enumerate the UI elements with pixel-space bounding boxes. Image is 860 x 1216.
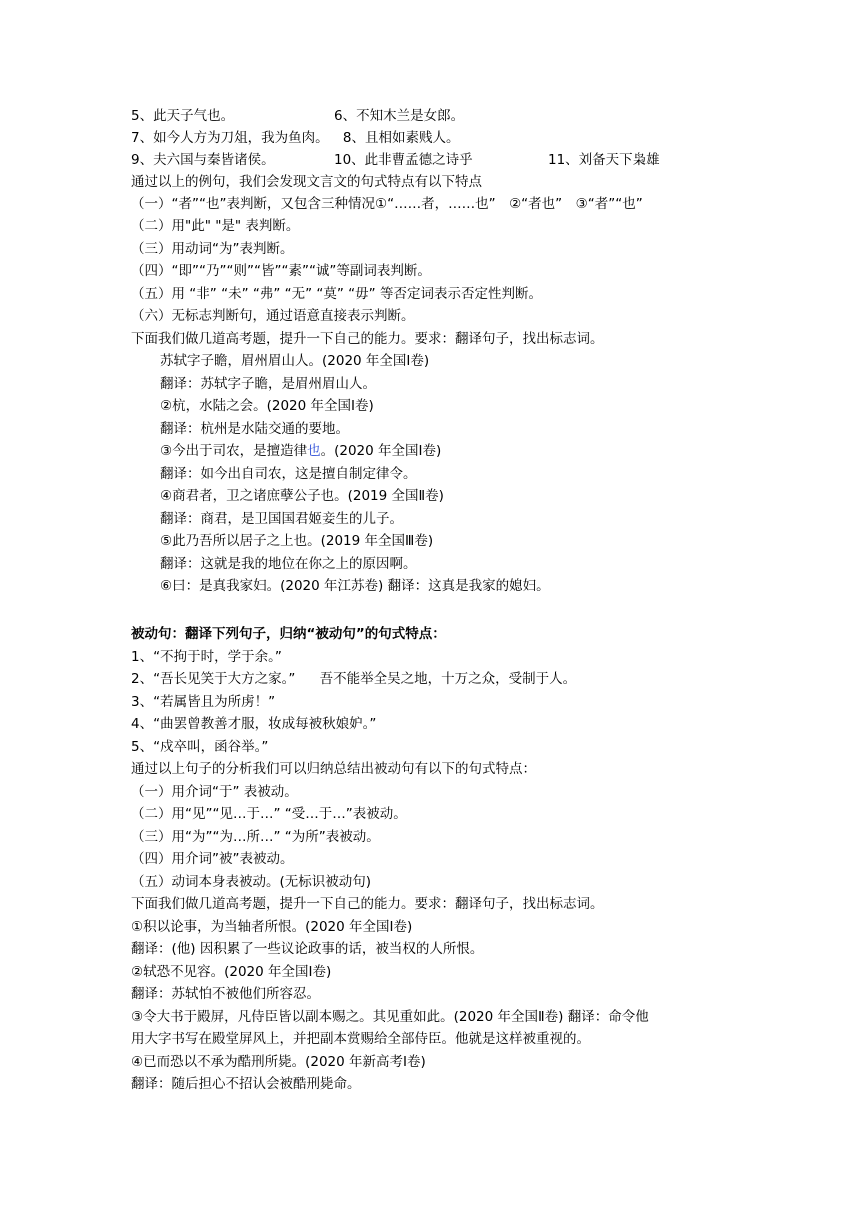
judgment-translation-3: 翻译：如今出自司农，这是擅自制定律令。 [160, 466, 417, 482]
example-8: 8、且相如素贱人。 [342, 130, 460, 146]
passive-sentence-2 [131, 669, 576, 689]
example-9: 9、夫六国与秦皆诸侯。 [131, 152, 275, 168]
example-10: 10、此非曹孟德之诗乎 [334, 152, 473, 168]
judgment-question-6: ⑥曰：是真我家妇。(2020 年江苏卷) 翻译：这真是我家的媳妇。 [160, 578, 550, 594]
judgment-translation-4: 翻译：商君，是卫国国君姬妾生的儿子。 [160, 511, 403, 527]
judgment-feature-3: （三）用动词“为”表判断。 [131, 241, 294, 257]
example-7: 7、如今人方为刀俎，我为鱼肉。 [131, 130, 329, 146]
passive-heading: 被动句：翻译下列句子，归纳“被动句”的句式特点： [131, 626, 446, 642]
passive-exercise-intro: 下面我们做几道高考题，提升一下自己的能力。要求：翻译句子，找出标志词。 [131, 896, 604, 912]
judgment-question-3-source: 。(2020 年全国Ⅰ卷) [320, 443, 442, 459]
passive-question-1: ①积以论事，为当轴者所恨。(2020 年全国Ⅰ卷) [131, 919, 413, 935]
passive-sentence-3: 3、“若属皆且为所虏！” [131, 694, 276, 710]
example-6: 6、不知木兰是女郎。 [334, 108, 465, 124]
passive-sentence-1: 1、“不拘于时，学于余。” [131, 649, 282, 665]
judgment-question-2: ②杭，水陆之会。(2020 年全国Ⅰ卷) [160, 398, 374, 414]
judgment-translation-2: 翻译：杭州是水陆交通的要地。 [160, 421, 349, 437]
example-row-5-6 [131, 106, 465, 126]
passive-translation-1: 翻译：(他) 因积累了一些议论政事的话，被当权的人所恨。 [131, 941, 484, 957]
passive-question-4: ④已而恐以不承为酷刑所毙。(2020 年新高考Ⅰ卷) [131, 1054, 426, 1070]
passive-sentence-5: 5、“戍卒叫，函谷举。” [131, 739, 269, 755]
judgment-feature-2: （二）用"此" "是" 表判断。 [131, 218, 300, 234]
judgment-translation-5: 翻译：这就是我的地位在你之上的原因啊。 [160, 556, 417, 572]
judgment-translation-1: 翻译：苏轼字子瞻，是眉州眉山人。 [160, 376, 376, 392]
example-row-7-8 [131, 128, 459, 148]
passive-feature-5: （五）动词本身表被动。(无标识被动句) [131, 874, 372, 890]
example-5: 5、此天子气也。 [131, 108, 235, 124]
judgment-feature-4: （四）“即”“乃”“则”“皆”“素”“诚”等副词表判断。 [131, 263, 431, 279]
passive-translation-4: 翻译：随后担心不招认会被酷刑毙命。 [131, 1076, 361, 1092]
passive-question-3-cont: 用大字书写在殿堂屏风上，并把副本赏赐给全部侍臣。他就是这样被重视的。 [131, 1031, 590, 1047]
judgment-question-1: 苏轼字子瞻，眉州眉山人。(2020 年全国Ⅰ卷) [160, 353, 430, 369]
judgment-feature-5: （五）用 “非” “未” “弗” “无” “莫” “毋” 等否定词表示否定性判断。 [131, 286, 542, 302]
highlighted-marker-word: 也 [307, 443, 321, 459]
passive-question-3: ③令大书于殿屏，凡侍臣皆以副本赐之。其见重如此。(2020 年全国Ⅱ卷) 翻译：命令他 [131, 1009, 649, 1025]
judgment-question-5: ⑤此乃吾所以居子之上也。(2019 年全国Ⅲ卷) [160, 533, 434, 549]
judgment-intro: 通过以上的例句，我们会发现文言文的句式特点有以下特点 [131, 174, 482, 190]
passive-feature-4: （四）用介词”被”表被动。 [131, 851, 294, 867]
judgment-question-4: ④商君者，卫之诸庶孽公子也。(2019 全国Ⅱ卷) [160, 488, 444, 504]
passive-intro: 通过以上句子的分析我们可以归纳总结出被动句有以下的句式特点： [131, 761, 536, 777]
example-11: 11、刘备天下枭雄 [548, 152, 660, 168]
passive-sentence-4: 4、“曲罢曾教善才服，妆成每被秋娘妒。” [131, 716, 377, 732]
passive-feature-1: （一）用介词“于” 表被动。 [131, 784, 298, 800]
judgment-exercise-intro: 下面我们做几道高考题，提升一下自己的能力。要求：翻译句子，找出标志词。 [131, 331, 604, 347]
passive-feature-3: （三）用“为”“为…所…” “为所”表被动。 [131, 829, 380, 845]
example-row-9-11 [131, 150, 660, 170]
passive-sentence-2b: 吾不能举全吴之地，十万之众，受制于人。 [319, 671, 577, 687]
judgment-feature-6: （六）无标志判断句，通过语意直接表示判断。 [131, 308, 415, 324]
judgment-feature-1: （一）“者”“也”表判断，又包含三种情况①“……者，……也” ②“者也” ③“者”“也” [131, 196, 643, 212]
passive-sentence-2a: 2、“吾长见笑于大方之家。” [131, 671, 296, 687]
passive-question-2: ②轼恐不见容。(2020 年全国Ⅰ卷) [131, 964, 332, 980]
passive-feature-2: （二）用“见”“见…于…” “受…于…”表被动。 [131, 806, 407, 822]
passive-translation-2: 翻译：苏轼怕不被他们所容忍。 [131, 986, 320, 1002]
judgment-question-3 [160, 441, 441, 461]
judgment-question-3-text: ③今出于司农，是擅造律 [160, 443, 308, 459]
